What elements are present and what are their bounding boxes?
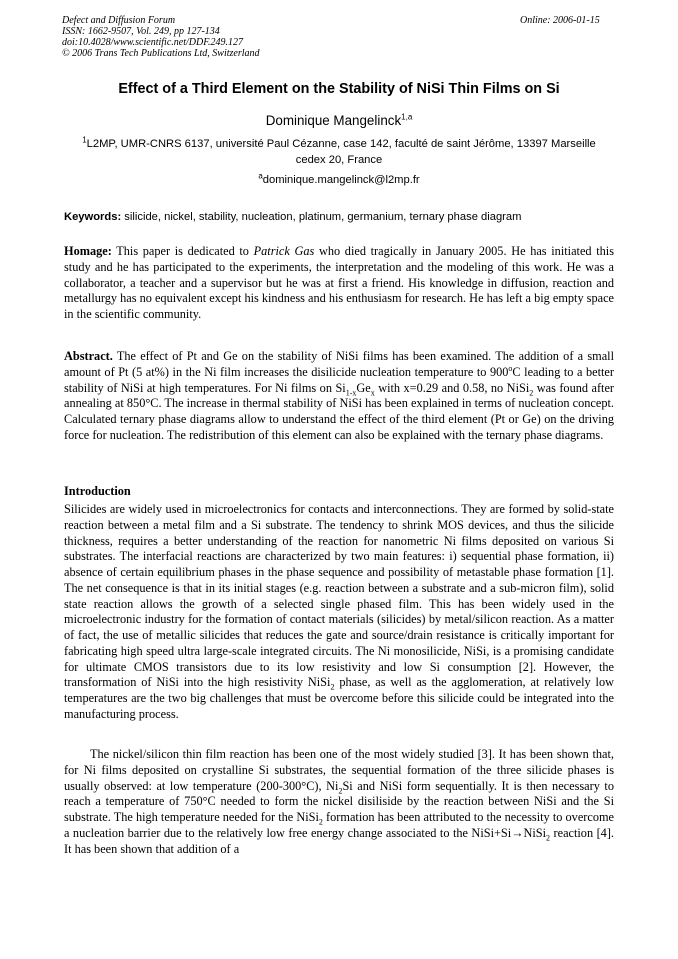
abstract-sub-3: 2 (529, 387, 534, 397)
intro-p1-text-2: phase, as well as the agglomeration, at relatively low temperatures are the two big challenges that must be overcome before this silicide could be integrated into the manufacturing process. (64, 675, 615, 721)
author-affiliation-mark: 1,a (401, 112, 413, 122)
author-name: Dominique Mangelinck (265, 113, 402, 128)
intro-p2-text-4: NiSi (523, 825, 547, 840)
affiliation-text: L2MP, UMR-CNRS 6137, université Paul Cézanne, case 142, faculté de saint Jérôme, 13397 Marseille cedex 20, France (86, 138, 596, 166)
abstract-paragraph (64, 349, 614, 444)
paper-title: Effect of a Third Element on the Stability of NiSi Thin Films on Si (118, 81, 560, 97)
intro-p1-sub: 2 (330, 682, 335, 692)
keywords-label: Keywords: (64, 211, 122, 223)
journal-copyright: © 2006 Trans Tech Publications Ltd, Switzerland (62, 48, 260, 59)
keywords-text: silicide, nickel, stability, nucleation, platinum, germanium, ternary phase diagram (121, 211, 522, 223)
homage-text-1: This paper is dedicated to (111, 244, 254, 258)
journal-issn: ISSN: 1662-9507, Vol. 249, pp 127-134 (62, 26, 220, 37)
intro-p2-text-1: The nickel/silicon thin film reaction has been one of the most widely studied [3]. It has been shown that, for Ni films deposited on crystalline Si substrates, the sequential formation of the three silicide phases is usually observed: at low temperature (200-300°C), Ni (64, 747, 614, 793)
abstract-sub-1: 1-x (345, 387, 357, 397)
journal-doi[interactable]: doi:10.4028/www.scientific.net/DDF.249.127 (62, 37, 244, 48)
author-line (40, 112, 638, 130)
abstract-text-1: The effect of Pt and Ge on the stability of NiSi films has been examined. The addition of a small amount of Pt (5 at%) in the Ni film increases the disilicide nucleation temperature to 900 (64, 349, 614, 379)
journal-name: Defect and Diffusion Forum (62, 15, 176, 26)
abstract-label: Abstract. (64, 349, 113, 363)
intro-p2-sub-3: 2 (546, 833, 551, 843)
abstract-text-3: Ge (356, 380, 371, 395)
intro-p2-text-5: reaction [4]. It has been shown that addition of a (64, 825, 614, 856)
intro-p1-text-1: Silicides are widely used in microelectronics for contacts and interconnections. They are formed by solid-state reaction between a metal film and a Si substrate. The tendency to shrink MOS devices, and thus the silicide thickness, requires a better understanding of the reaction for nanometric Ni films deposited on various Si substrates. The interfacial reactions are characterized by two main features: i) sequential phase formation, ii) absence of certain equilibrium phases in the phase sequence and possibility of metastable phase formation [1]. The net consequence is that in its initial stages (e.g. reaction between a substrate and a sub-micron film), solid state reaction allows the growth of a selected single phased film. This has been widely used in the microelectronic industry for the formation of contact materials (silicides) by metal/silicon reaction. As a matter of fact, the use of metallic silicides that reduces the gate and source/drain resistance is critically important for fabricating high speed ultra large-scale integrated circuits. The Ni monosilicide, NiSi, is a promising candidate for ultimate CMOS transistors due to its low resistivity and low Si consumption [2]. However, the transformation of NiSi into the high resistivity NiSi (64, 502, 614, 690)
introduction-paragraph-2 (64, 747, 614, 857)
abstract-text-5: was found after annealing at 850°C. The increase in thermal stability of NiSi has been explained in terms of nucleation concept. Calculated ternary phase diagrams allow to understand the effect of the third element (Pt or Ge) on the driving force for nucleation. The redistribution of this element can also be explained with the ternary phase diagrams. (64, 380, 615, 442)
homage-label: Homage: (64, 244, 112, 258)
keywords (64, 210, 624, 225)
online-date: Online: 2006-01-15 (520, 15, 600, 26)
email-line (40, 173, 638, 188)
homage-paragraph (64, 244, 614, 323)
homage-text-2: who died tragically in January 2005. He has initiated this study and he has participated to the experiments, the interpretation and the modeling of this work. He was a collaborator, a teacher and a supervisor but he was at first a friend. His knowledge in diffusion, reaction and metallurgy has no equivalent except his kindness and his enthusiasm for research. He has left a big empty space in the scientific community. (64, 244, 614, 321)
introduction-paragraph-1 (64, 502, 614, 723)
abstract-sub-2: x (370, 387, 375, 397)
email-mark: a (258, 171, 263, 181)
intro-p2-sub-1: 2 (338, 785, 343, 795)
abstract-text-2: C leading to a better stability of NiSi at high temperatures. For Ni films on Si (64, 364, 614, 395)
intro-p2-text-3: formation has been attributed to the necessity to overcome a nucleation barrier due to the relatively low free energy change associated to the NiSi+Si (64, 810, 614, 840)
reaction-arrow-icon: → (511, 825, 524, 840)
homage-name: Patrick Gas (253, 244, 315, 258)
affiliation (66, 137, 612, 168)
abstract-text-4: with x=0.29 and 0.58, no NiSi (374, 380, 530, 395)
abstract-degree: o (508, 363, 513, 373)
author-email[interactable]: dominique.mangelinck@l2mp.fr (262, 174, 420, 186)
intro-p2-text-2: Si and NiSi form sequentially. It is then necessary to reach a temperature of 750°C needed to form the nickel disiliside by the reaction between NiSi and the Si substrate. The high temperature needed for the NiSi (64, 778, 614, 824)
intro-p2-sub-2: 2 (318, 817, 323, 827)
affiliation-mark: 1 (82, 135, 87, 145)
journal-header (62, 15, 260, 59)
introduction-heading: Introduction (64, 484, 131, 498)
